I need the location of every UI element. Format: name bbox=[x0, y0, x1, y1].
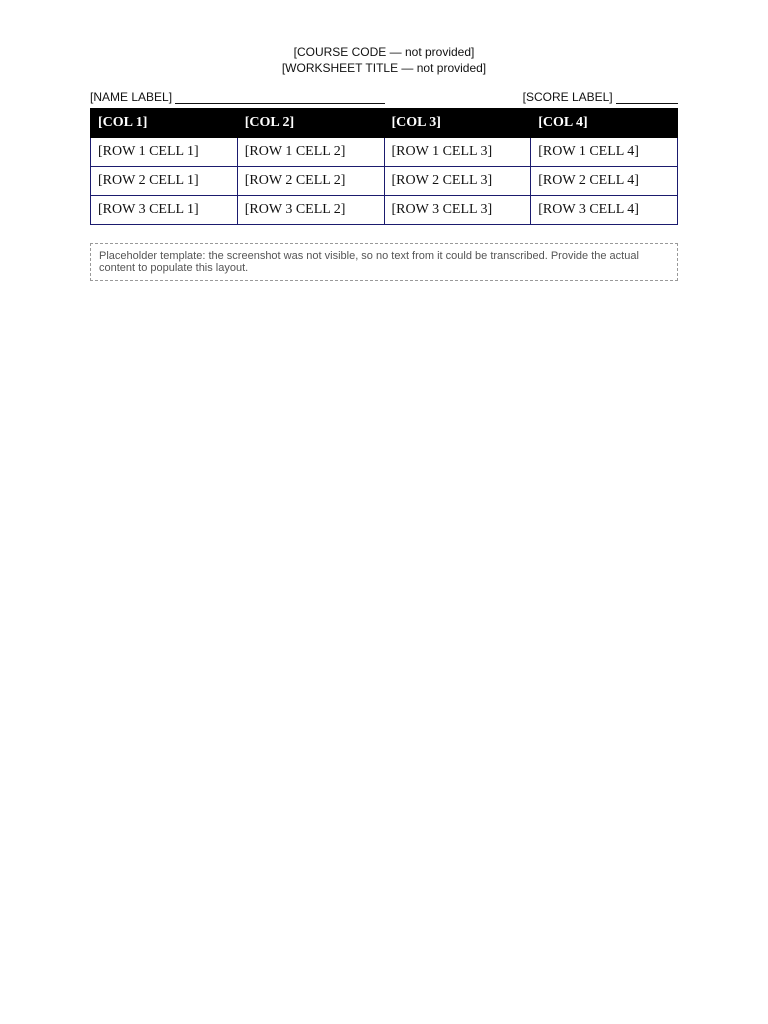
table-body bbox=[91, 138, 678, 225]
table-cell: [ROW 2 CELL 3] bbox=[384, 167, 531, 196]
name-label: [NAME LABEL] bbox=[90, 90, 173, 104]
table-row bbox=[91, 196, 678, 225]
worksheet-title: [WORKSHEET TITLE — not provided] bbox=[281, 61, 487, 75]
table-header-row bbox=[91, 109, 678, 138]
table-cell: [ROW 2 CELL 4] bbox=[531, 167, 678, 196]
table-cell: [ROW 3 CELL 2] bbox=[237, 196, 384, 225]
table-cell: [ROW 3 CELL 3] bbox=[384, 196, 531, 225]
table-cell: [ROW 1 CELL 1] bbox=[91, 138, 238, 167]
name-blank-line bbox=[175, 91, 385, 104]
name-field[interactable] bbox=[90, 90, 385, 104]
column-header: [COL 3] bbox=[384, 109, 531, 138]
worksheet-table bbox=[90, 108, 678, 225]
table-cell: [ROW 1 CELL 4] bbox=[531, 138, 678, 167]
table-cell: [ROW 2 CELL 1] bbox=[91, 167, 238, 196]
score-label: [SCORE LABEL] bbox=[522, 90, 613, 104]
table-cell: [ROW 3 CELL 4] bbox=[531, 196, 678, 225]
table-cell: [ROW 2 CELL 2] bbox=[237, 167, 384, 196]
table-row bbox=[91, 167, 678, 196]
table-cell: [ROW 1 CELL 3] bbox=[384, 138, 531, 167]
course-code: [COURSE CODE — not provided] bbox=[293, 45, 475, 59]
placeholder-notice: Placeholder template: the screenshot was not visible, so no text from it could be transcribed. Provide the actual content to populate this layout. bbox=[90, 243, 678, 281]
column-header: [COL 4] bbox=[531, 109, 678, 138]
name-score-row bbox=[90, 90, 678, 104]
column-header: [COL 1] bbox=[91, 109, 238, 138]
worksheet-header bbox=[90, 44, 678, 76]
table-cell: [ROW 1 CELL 2] bbox=[237, 138, 384, 167]
table-cell: [ROW 3 CELL 1] bbox=[91, 196, 238, 225]
column-header: [COL 2] bbox=[237, 109, 384, 138]
score-field[interactable] bbox=[523, 90, 678, 104]
table-row bbox=[91, 138, 678, 167]
score-blank-line bbox=[616, 91, 678, 104]
